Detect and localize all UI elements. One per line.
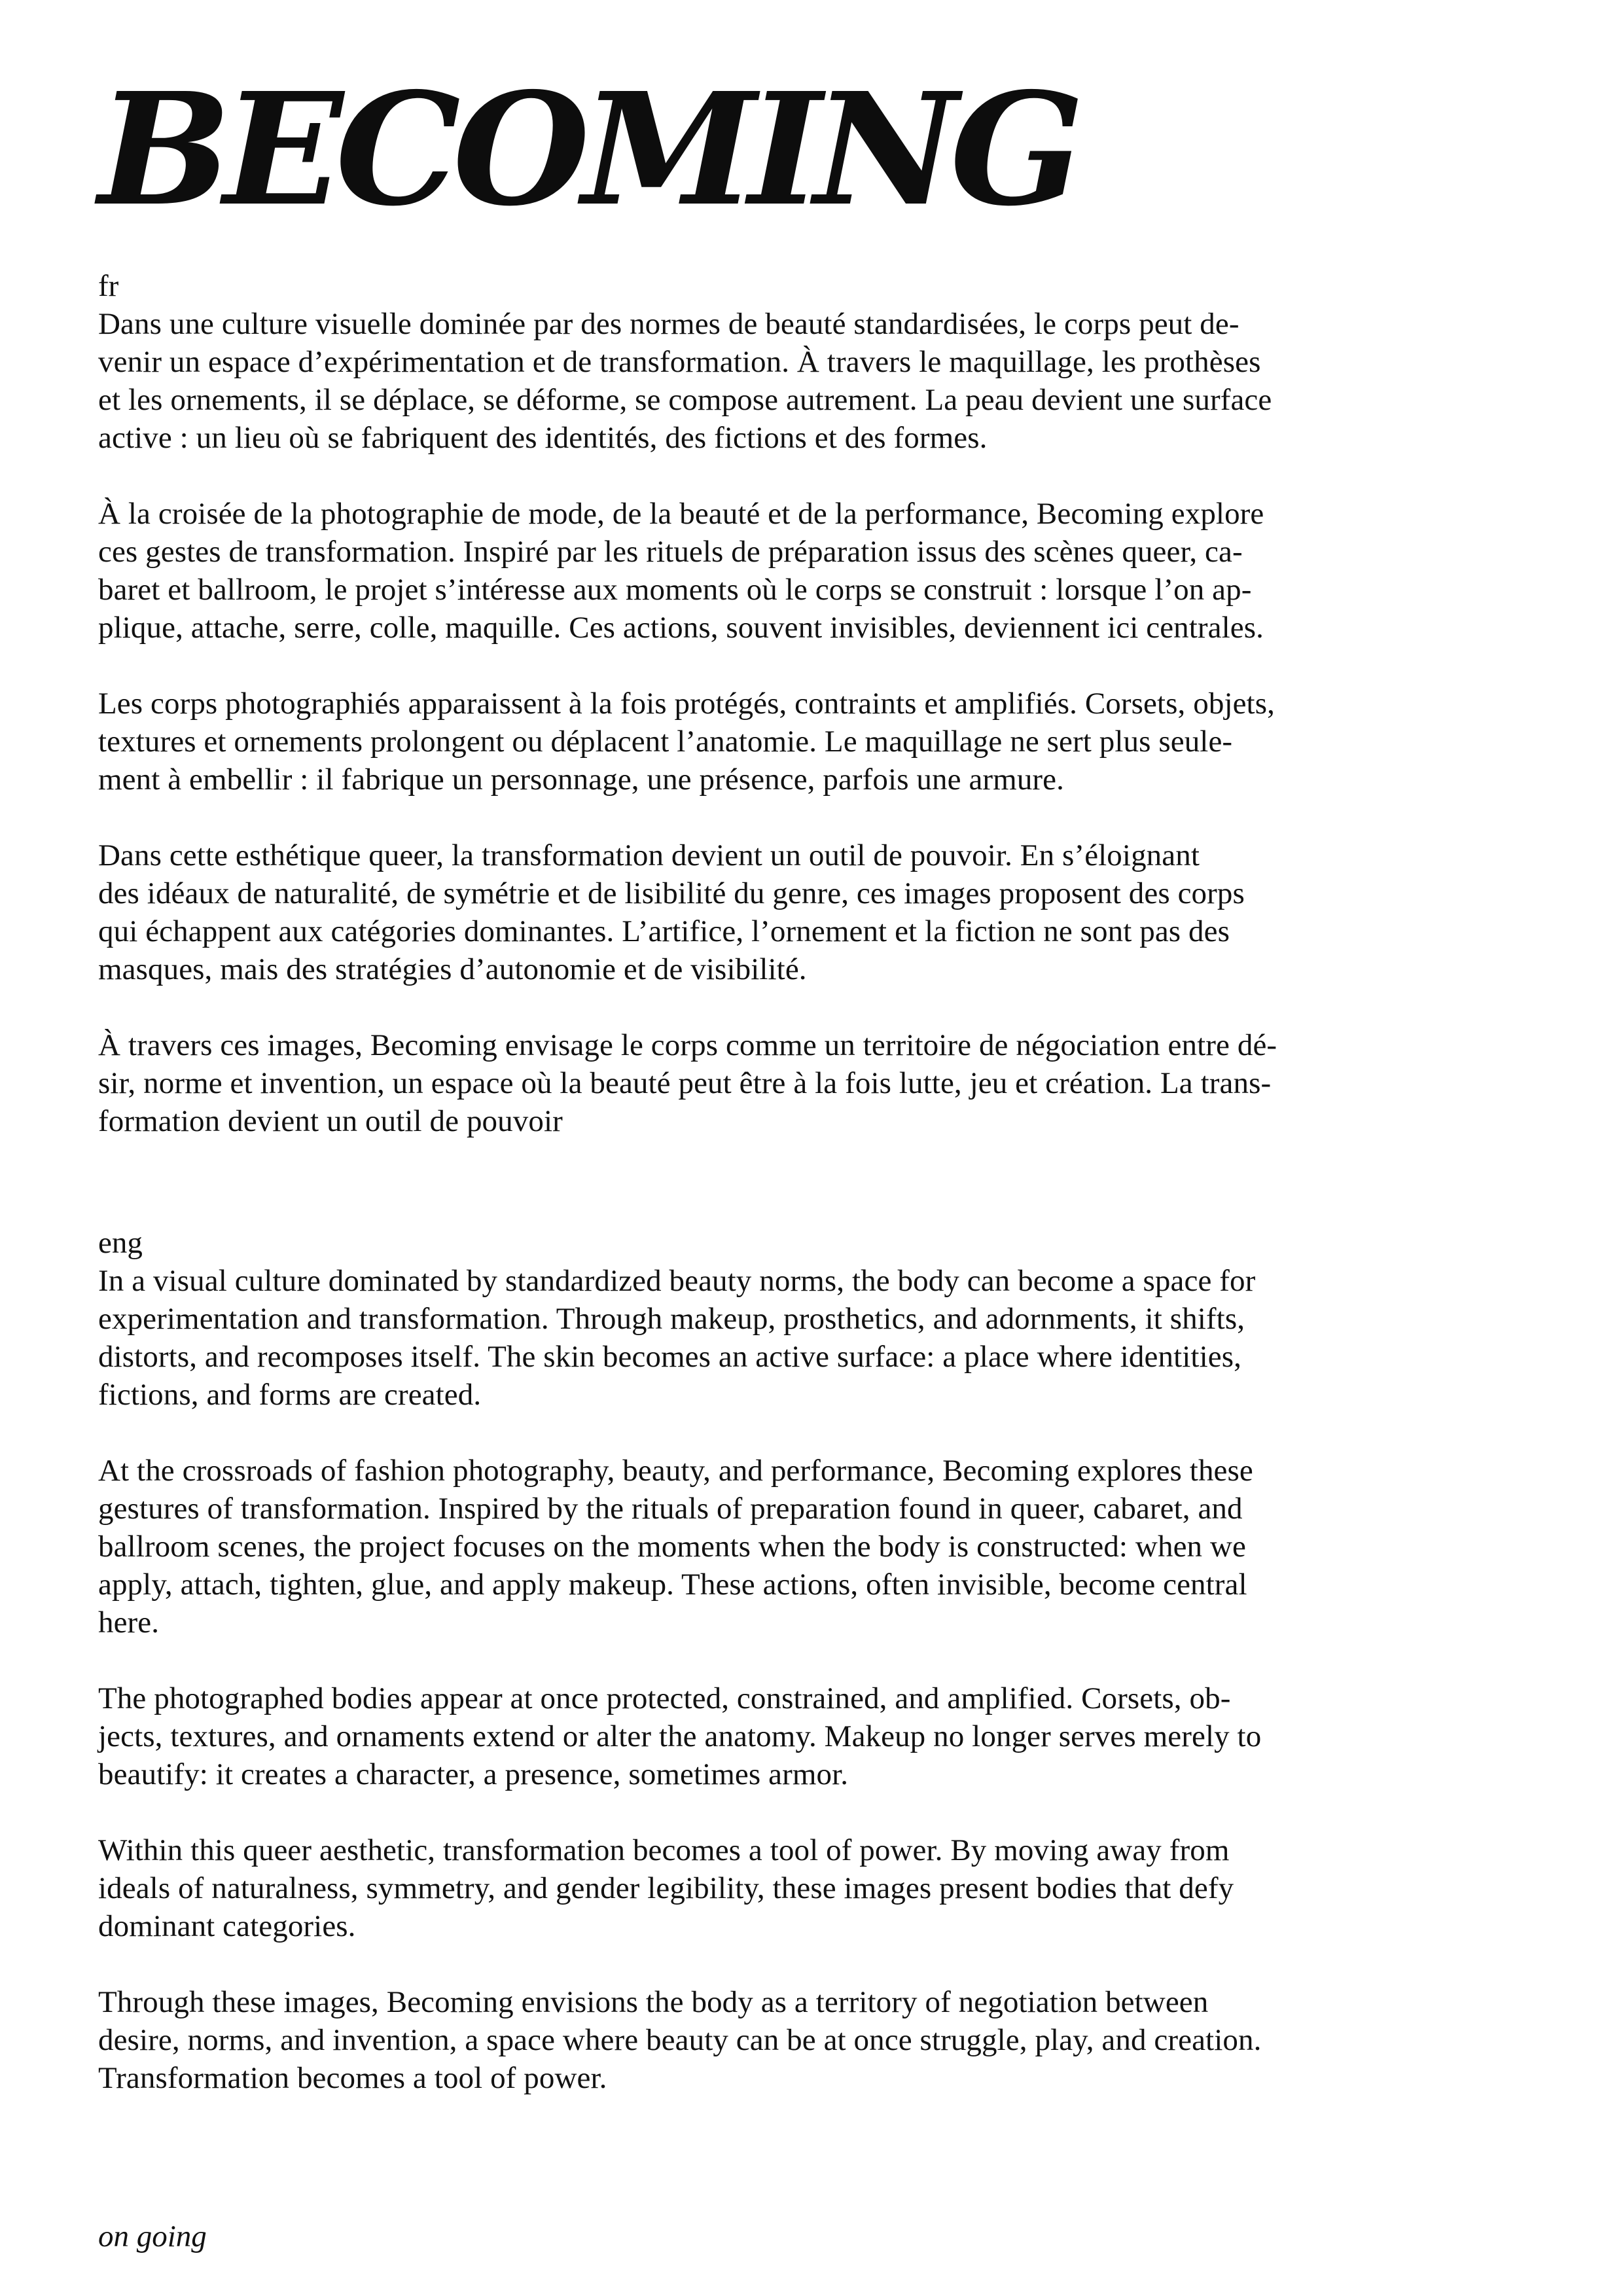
text-line: À travers ces images, Becoming envisage le corps comme un territoire de négociation entre dé- (98, 1028, 1277, 1062)
text-line: et les ornements, il se déplace, se déforme, se compose autrement. La peau devient une surface (98, 383, 1272, 417)
text-line: ideals of naturalness, symmetry, and gender legibility, these images present bodies that defy (98, 1871, 1234, 1905)
text-line: At the crossroads of fashion photography, beauty, and performance, Becoming explores these (98, 1454, 1253, 1488)
paragraph-en-4 (98, 1831, 1538, 1945)
text-line: ment à embellir : il fabrique un personnage, une présence, parfois une armure. (98, 762, 1064, 797)
text-line: des idéaux de naturalité, de symétrie et de lisibilité du genre, ces images proposent des corps (98, 876, 1245, 910)
paragraph-fr-1 (98, 305, 1538, 457)
text-line: In a visual culture dominated by standardized beauty norms, the body can become a space for (98, 1264, 1256, 1298)
text-line: dominant categories. (98, 1909, 356, 1943)
text-line: The photographed bodies appear at once protected, constrained, and amplified. Corsets, ob- (98, 1681, 1231, 1715)
paragraph-fr-4 (98, 836, 1538, 988)
text-line: Dans une culture visuelle dominée par des normes de beauté standardisées, le corps peut de- (98, 307, 1240, 341)
text-line: textures et ornements prolongent ou déplacent l’anatomie. Le maquillage ne sert plus seule- (98, 725, 1233, 759)
page-title: BECOMING (98, 58, 1077, 240)
text-line: desire, norms, and invention, a space where beauty can be at once struggle, play, and creation. (98, 2023, 1262, 2057)
text-line: Transformation becomes a tool of power. (98, 2061, 607, 2095)
text-line: ces gestes de transformation. Inspiré par les rituels de préparation issus des scènes queer, ca- (98, 535, 1243, 569)
text-line: distorts, and recomposes itself. The skin becomes an active surface: a place where identities, (98, 1340, 1241, 1374)
paragraph-en-5 (98, 1983, 1538, 2097)
paragraph-en-1 (98, 1262, 1538, 1414)
paragraph-fr-2 (98, 495, 1538, 647)
language-label-fr: fr (98, 269, 119, 303)
text-line: À la croisée de la photographie de mode, de la beauté et de la performance, Becoming explore (98, 497, 1264, 531)
text-line: here. (98, 1605, 160, 1640)
paragraph-fr-3 (98, 685, 1538, 798)
text-line: masques, mais des stratégies d’autonomie et de visibilité. (98, 952, 807, 986)
text-line: formation devient un outil de pouvoir (98, 1104, 563, 1138)
language-label-en: eng (98, 1226, 143, 1260)
text-line: active : un lieu où se fabriquent des identités, des fictions et des formes. (98, 421, 988, 455)
text-line: ballroom scenes, the project focuses on the moments when the body is constructed: when we (98, 1530, 1246, 1564)
text-line: Dans cette esthétique queer, la transformation devient un outil de pouvoir. En s’éloignant (98, 838, 1200, 872)
text-line: experimentation and transformation. Through makeup, prosthetics, and adornments, it shifts, (98, 1302, 1245, 1336)
text-line: Les corps photographiés apparaissent à la fois protégés, contraints et amplifiés. Corsets, objets, (98, 687, 1275, 721)
text-line: beautify: it creates a character, a presence, sometimes armor. (98, 1757, 849, 1791)
paragraph-en-3 (98, 1679, 1538, 1793)
text-line: sir, norme et invention, un espace où la beauté peut être à la fois lutte, jeu et création. La trans- (98, 1066, 1272, 1100)
paragraph-fr-5 (98, 1026, 1538, 1140)
text-line: Through these images, Becoming envisions the body as a territory of negotiation between (98, 1985, 1209, 2019)
text-line: jects, textures, and ornaments extend or alter the anatomy. Makeup no longer serves merely to (98, 1719, 1262, 1753)
text-line: fictions, and forms are created. (98, 1378, 482, 1412)
text-line: Within this queer aesthetic, transformation becomes a tool of power. By moving away from (98, 1833, 1230, 1867)
text-line: qui échappent aux catégories dominantes. L’artifice, l’ornement et la fiction ne sont pas des (98, 914, 1230, 948)
text-line: venir un espace d’expérimentation et de transformation. À travers le maquillage, les prothèses (98, 345, 1261, 379)
text-line: baret et ballroom, le projet s’intéresse aux moments où le corps se construit : lorsque l’on ap- (98, 573, 1252, 607)
paragraph-en-2 (98, 1452, 1538, 1641)
french-section (98, 267, 1538, 1178)
text-line: plique, attache, serre, colle, maquille. Ces actions, souvent invisibles, deviennent ici centrales. (98, 611, 1264, 645)
text-line: gestures of transformation. Inspired by the rituals of preparation found in queer, cabaret, and (98, 1492, 1243, 1526)
english-section (98, 1224, 1538, 2135)
status-note: on going (98, 2219, 207, 2253)
text-line: apply, attach, tighten, glue, and apply makeup. These actions, often invisible, become central (98, 1568, 1247, 1602)
